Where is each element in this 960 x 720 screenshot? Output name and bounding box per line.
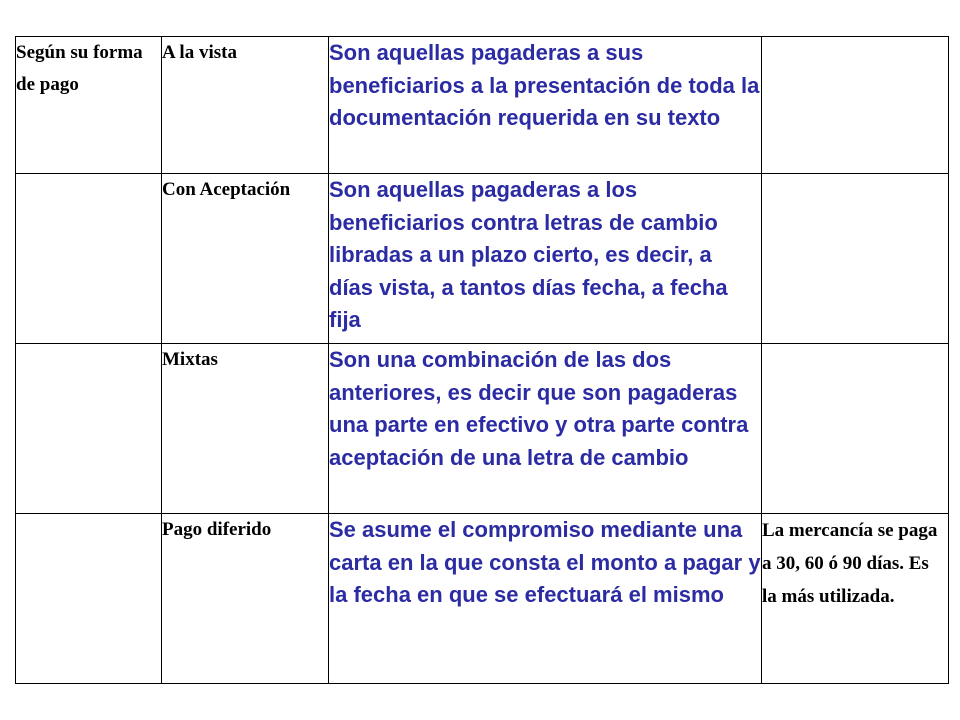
table-row bbox=[16, 344, 949, 514]
type-cell: Pago diferido bbox=[162, 514, 329, 684]
category-cell-empty bbox=[16, 514, 162, 684]
category-cell-empty bbox=[16, 174, 162, 344]
description-cell: Son una combinación de las dos anteriores, es decir que son pagaderas una parte en efectivo y otra parte contra aceptación de una letra de cambio bbox=[329, 344, 762, 514]
category-cell: Según su forma de pago bbox=[16, 37, 162, 174]
table-row bbox=[16, 174, 949, 344]
description-cell: Son aquellas pagaderas a sus beneficiarios a la presentación de toda la documentación requerida en su texto bbox=[329, 37, 762, 174]
type-cell: Con Aceptación bbox=[162, 174, 329, 344]
note-cell: La mercancía se paga a 30, 60 ó 90 días. Es la más utilizada. bbox=[762, 514, 949, 684]
note-cell bbox=[762, 344, 949, 514]
type-cell: Mixtas bbox=[162, 344, 329, 514]
table-row bbox=[16, 514, 949, 684]
payment-forms-table bbox=[15, 36, 949, 684]
note-cell bbox=[762, 174, 949, 344]
description-cell: Son aquellas pagaderas a los beneficiarios contra letras de cambio libradas a un plazo cierto, es decir, a días vista, a tantos días fecha, a fecha fija bbox=[329, 174, 762, 344]
category-cell-empty bbox=[16, 344, 162, 514]
note-cell bbox=[762, 37, 949, 174]
description-cell: Se asume el compromiso mediante una carta en la que consta el monto a pagar y la fecha en que se efectuará el mismo bbox=[329, 514, 762, 684]
type-cell: A la vista bbox=[162, 37, 329, 174]
table-row bbox=[16, 37, 949, 174]
